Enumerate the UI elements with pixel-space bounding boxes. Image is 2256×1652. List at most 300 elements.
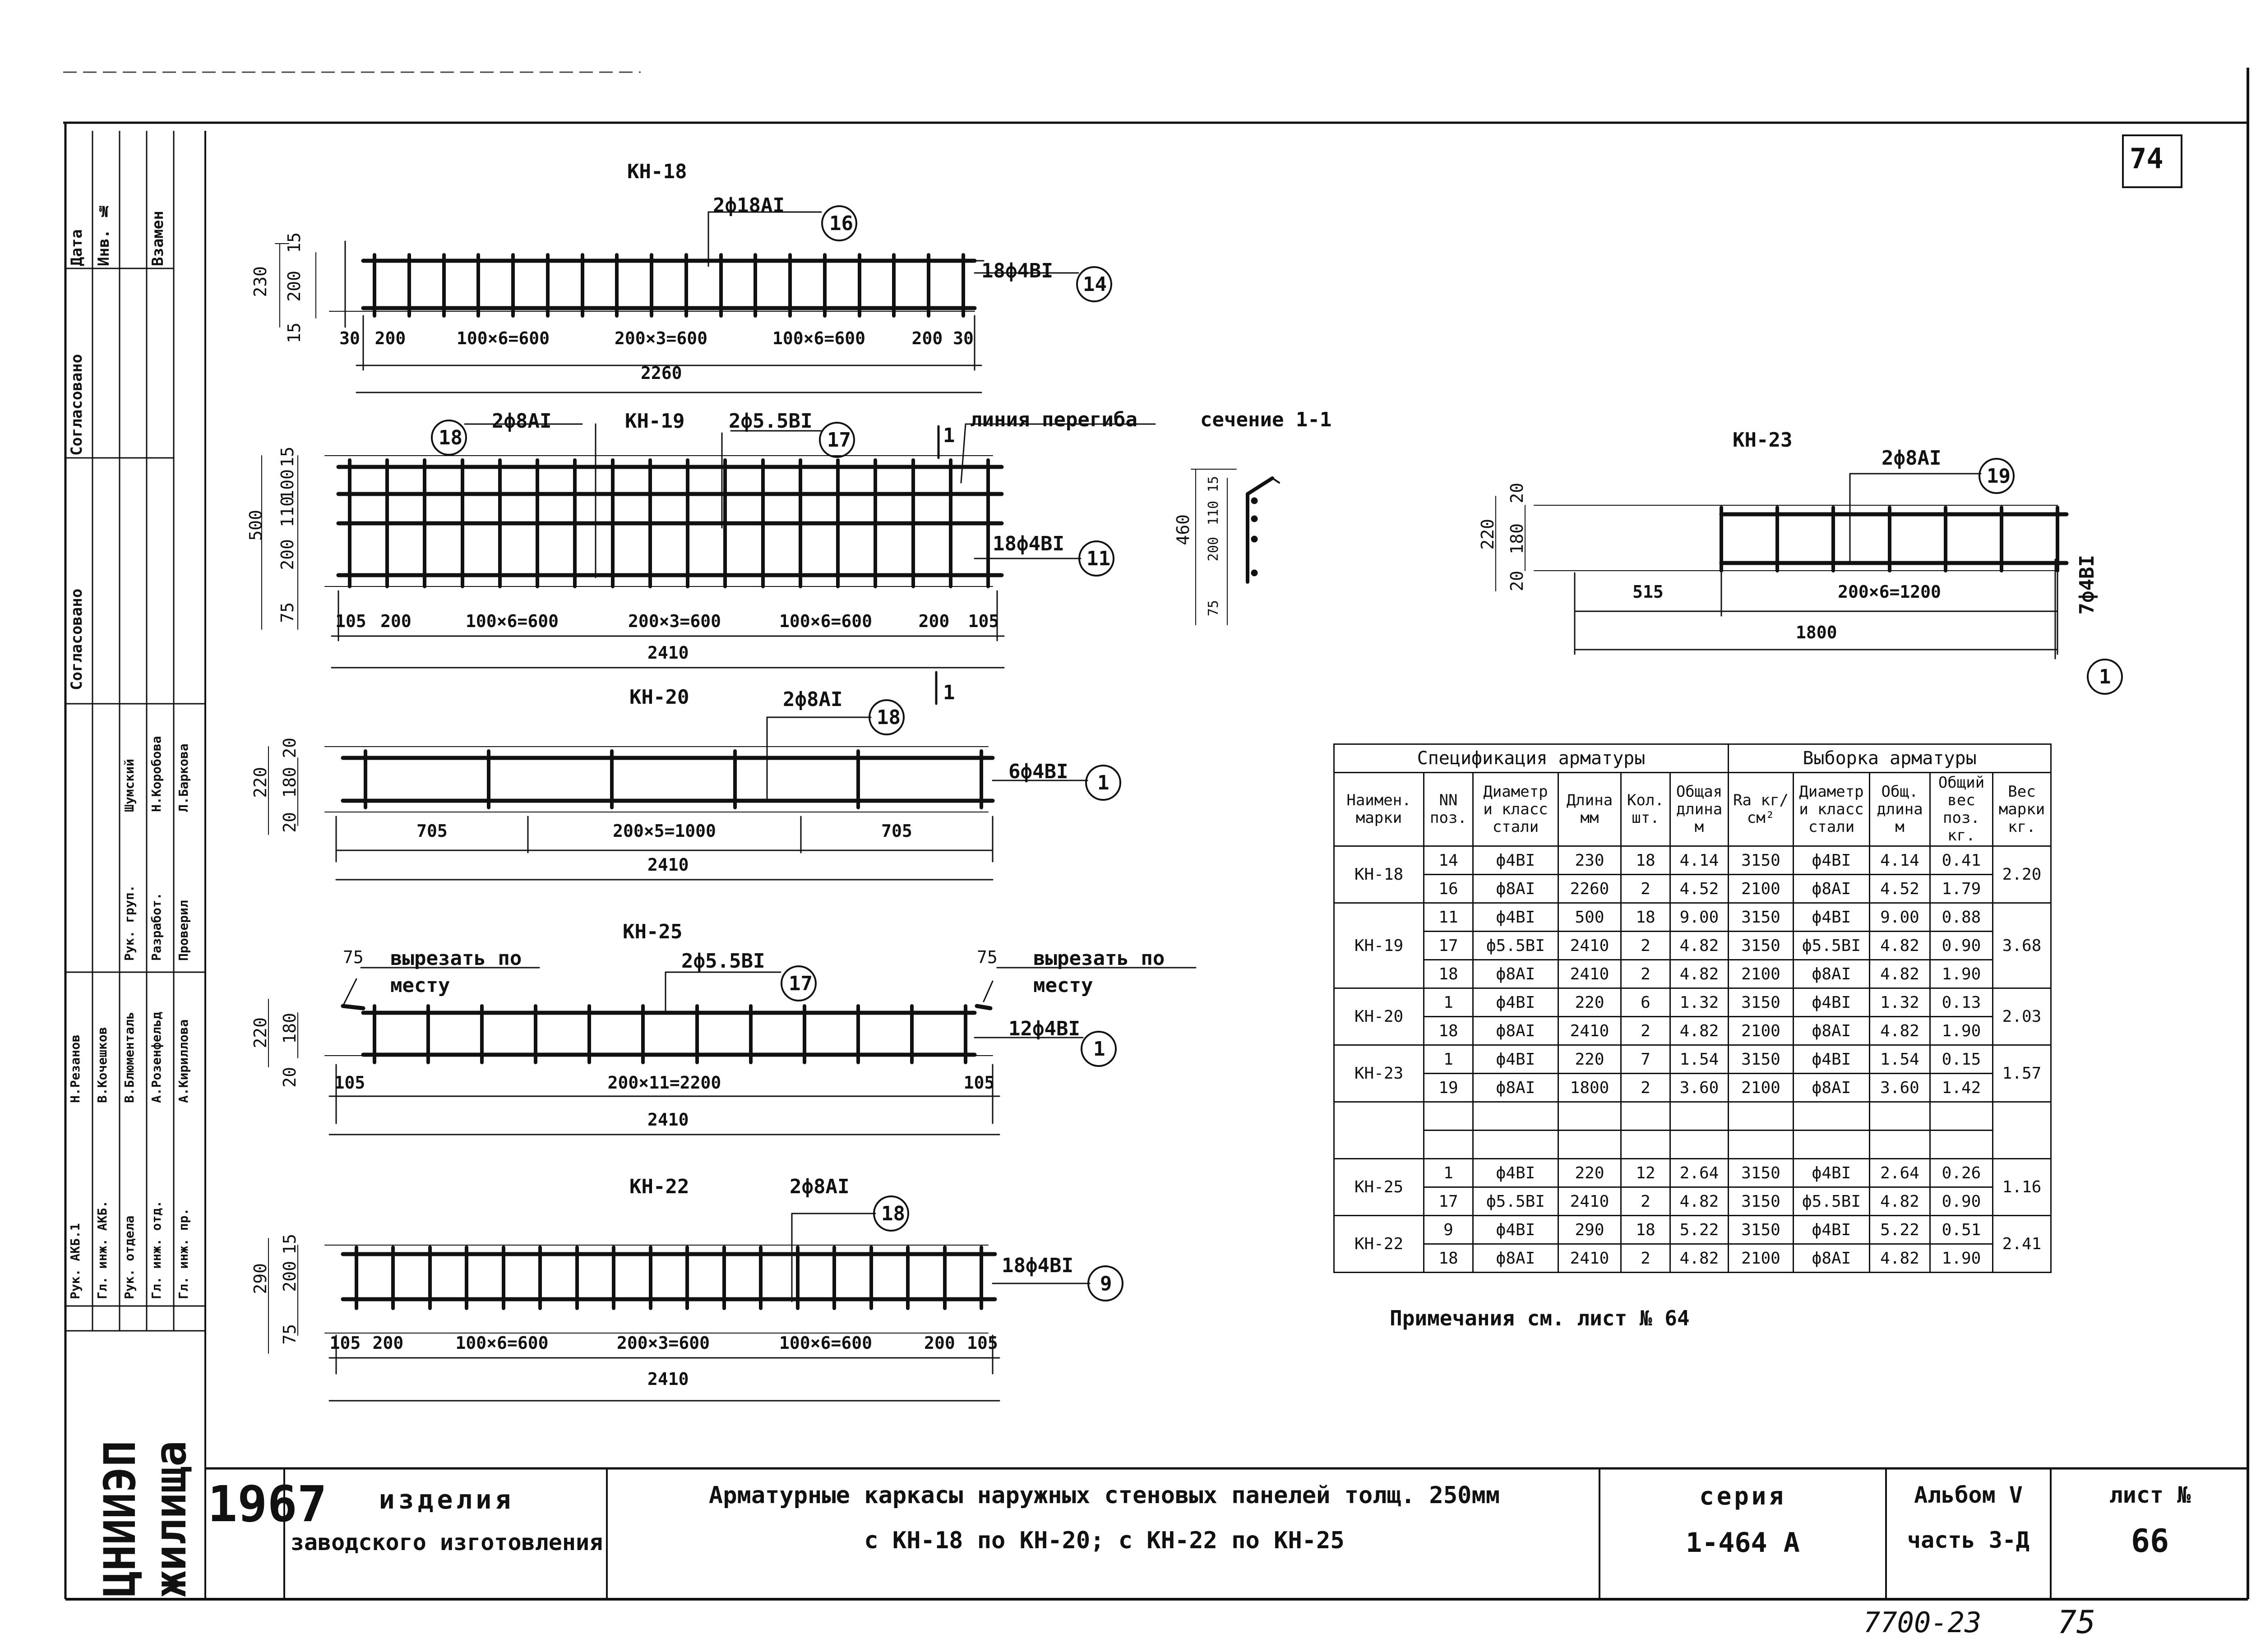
col-header: Кол. шт. (1621, 773, 1670, 846)
col-header: Диаметр и класс стали (1794, 773, 1870, 846)
table-cell: 2260 (1558, 875, 1621, 903)
stamp-role-4: Гл. инж. отд. (149, 1200, 164, 1299)
table-cell: 0.13 (1930, 988, 1993, 1017)
kn25-title: КН-25 (623, 920, 683, 943)
table-cell (1558, 1131, 1621, 1159)
table-cell: 17 (1424, 932, 1473, 960)
table-row (1334, 1159, 2051, 1187)
cage-kn22 (268, 1196, 1123, 1401)
kn23-side-bar: 7ф4ВI (2076, 555, 2099, 615)
table-cell: 4.82 (1670, 932, 1729, 960)
table-cell (1930, 1102, 1993, 1131)
kn19-title: КН-19 (625, 410, 685, 433)
table-row (1334, 846, 2051, 875)
dim: 200 (924, 1333, 955, 1353)
table-cell: ф4ВI (1794, 1159, 1870, 1187)
table-cell: 1.90 (1930, 1244, 1993, 1273)
table-cell (1930, 1131, 1993, 1159)
kn23-title: КН-23 (1733, 429, 1793, 452)
table-cell: 4.82 (1870, 960, 1930, 988)
table-cell: ф4ВI (1473, 1045, 1558, 1074)
table-cell: ф4ВI (1794, 1045, 1870, 1074)
table-cell: 6 (1621, 988, 1670, 1017)
table-cell: 0.90 (1930, 932, 1993, 960)
mark-cell: КН-23 (1334, 1045, 1424, 1102)
table-cell: 4.14 (1870, 846, 1930, 875)
table-cell: 4.82 (1870, 1187, 1930, 1216)
table-cell: ф4ВI (1473, 1216, 1558, 1244)
stamp-name-1: Н.Резанов (68, 1034, 83, 1103)
dim: 200 (374, 328, 406, 348)
table-cell: 1.90 (1930, 1017, 1993, 1045)
kn22-h-total: 290 (250, 1263, 270, 1294)
table-cell: 18 (1424, 960, 1473, 988)
mark-cell: КН-20 (1334, 988, 1424, 1045)
table-cell: ф4ВI (1794, 988, 1870, 1017)
table-cell: 2100 (1729, 1017, 1794, 1045)
table-cell: ф4ВI (1473, 1159, 1558, 1187)
sheet-label: лист № (2109, 1482, 2191, 1508)
mark-cell: КН-22 (1334, 1216, 1424, 1273)
table-cell: 18 (1621, 1216, 1670, 1244)
col-header: Диаметр и класс стали (1473, 773, 1558, 846)
table-cell: 2 (1621, 1244, 1670, 1273)
table-cell: 2410 (1558, 1017, 1621, 1045)
table-cell: 12 (1621, 1159, 1670, 1187)
table-cell: 0.88 (1930, 903, 1993, 932)
dim: 30 (953, 328, 974, 348)
col-header: Общий вес поз. кг. (1930, 773, 1993, 846)
year: 1967 (208, 1475, 327, 1533)
kn22-dim-row (329, 1333, 999, 1360)
table-cell: ф8АI (1794, 1074, 1870, 1102)
kn18-side-pos: 14 (1083, 273, 1107, 296)
selection-header: Выборка арматуры (1729, 744, 2051, 773)
kn18-title: КН-18 (627, 160, 687, 183)
organization-logo: ЦНИИЭП жилища (95, 1440, 196, 1597)
table-cell: 18 (1424, 1017, 1473, 1045)
table-cell: 18 (1621, 846, 1670, 875)
dim: 200×11=2200 (607, 1073, 721, 1093)
table-cell: 3150 (1729, 988, 1794, 1017)
kn23-side-pos: 1 (2099, 665, 2111, 688)
kn22-top-pos: 18 (881, 1202, 905, 1225)
table-cell: 4.82 (1670, 1017, 1729, 1045)
dim: 200×3=600 (615, 328, 707, 348)
table-row (1334, 1045, 2051, 1074)
kn20-dim-row (336, 821, 993, 848)
weight-cell: 2.20 (1993, 846, 2051, 903)
table-cell (1621, 1131, 1670, 1159)
table-cell (1670, 1131, 1729, 1159)
table-cell: 290 (1558, 1216, 1621, 1244)
stamp-name-5: А.Кириллова (176, 1019, 191, 1103)
table-cell: 1.54 (1870, 1045, 1930, 1074)
table-row (1334, 988, 2051, 1017)
drawing-title-line-1: Арматурные каркасы наружных стеновых панелей толщ. 250мм (708, 1482, 1500, 1509)
table-row (1334, 1244, 2051, 1273)
table-cell: 3150 (1729, 846, 1794, 875)
mark-cell: КН-18 (1334, 846, 1424, 903)
dim: 200 (380, 611, 411, 631)
cage-kn23 (1496, 459, 2122, 694)
kn19-h-a: 15 (277, 447, 297, 467)
table-cell: 2100 (1729, 1244, 1794, 1273)
kn23-h-bot: 20 (1507, 571, 1527, 591)
col-header: Наимен. марки (1334, 773, 1424, 846)
table-cell: ф5.5ВI (1473, 1187, 1558, 1216)
col-header: Длина мм (1558, 773, 1621, 846)
kn22-h-bot: 75 (280, 1324, 300, 1345)
table-cell: 1 (1424, 1159, 1473, 1187)
kn19-side-pos: 11 (1086, 547, 1110, 570)
weight-cell: 1.16 (1993, 1159, 2051, 1216)
table-cell: ф4ВI (1794, 846, 1870, 875)
kn19-h-total: 500 (246, 510, 266, 541)
table-cell: ф5.5ВI (1794, 932, 1870, 960)
stamp-name-2: В.Кочешков (95, 1027, 110, 1103)
dim: 200 (918, 611, 950, 631)
table-cell: 7 (1621, 1045, 1670, 1074)
table-cell: ф8АI (1473, 875, 1558, 903)
table-cell: ф4ВI (1473, 846, 1558, 875)
table-row (1334, 903, 2051, 932)
table-row (1334, 1131, 2051, 1159)
mark-cell: КН-25 (1334, 1159, 1424, 1216)
weight-cell: 3.68 (1993, 903, 2051, 988)
kn19-bend-label: линия перегиба (970, 408, 1137, 431)
table-cell (1621, 1102, 1670, 1131)
stamp-role2-3: Проверил (176, 900, 191, 961)
kn20-top-bar: 2ф8АI (783, 688, 843, 711)
weight-cell: 2.03 (1993, 988, 2051, 1045)
table-cell: 1800 (1558, 1074, 1621, 1102)
kn19-h-d: 200 (277, 539, 297, 570)
kn25-cut-dim-right: 75 (977, 947, 998, 967)
series-label: серия (1699, 1482, 1786, 1510)
dim: 30 (339, 328, 360, 348)
kn25-cut-dim-left: 75 (343, 947, 364, 967)
reinforcement-spec-table (1333, 743, 2052, 1273)
dim: 705 (416, 821, 448, 841)
dim: 200×5=1000 (613, 821, 716, 841)
table-cell: ф5.5ВI (1794, 1187, 1870, 1216)
table-cell: 4.82 (1670, 1244, 1729, 1273)
table-cell: 4.52 (1670, 875, 1729, 903)
table-cell: 11 (1424, 903, 1473, 932)
dim: 105 (335, 611, 366, 631)
table-cell: 4.82 (1870, 932, 1930, 960)
table-cell: 2 (1621, 960, 1670, 988)
table-cell: 0.90 (1930, 1187, 1993, 1216)
kn23-total: 1800 (1796, 623, 1837, 642)
dim: 200×6=1200 (1838, 582, 1941, 602)
dim: 100×6=600 (772, 328, 865, 348)
kn19-pos-b: 17 (827, 429, 851, 452)
table-cell: 3150 (1729, 1045, 1794, 1074)
table-cell: 2410 (1558, 1187, 1621, 1216)
album-label: Альбом V (1914, 1482, 2023, 1508)
kn19-bar-a: 2ф8АI (492, 410, 552, 433)
kn20-sec-mark: 1 (943, 681, 955, 704)
dim: 105 (334, 1073, 365, 1093)
table-cell: 220 (1558, 1045, 1621, 1074)
table-cell: 1.79 (1930, 875, 1993, 903)
kn25-dim-row (329, 1073, 999, 1100)
kn20-h-top: 20 (280, 738, 300, 758)
table-cell: 2 (1621, 1017, 1670, 1045)
table-cell: 2 (1621, 1074, 1670, 1102)
stamp-inv-no: Инв. № (95, 202, 113, 266)
dim: 200 (911, 328, 943, 348)
table-cell: 0.41 (1930, 846, 1993, 875)
kn22-h-top: 15 (280, 1234, 300, 1255)
kn19-sec-b: 110 (1206, 501, 1221, 526)
bottom-code: 7700-23 (1863, 1606, 1982, 1639)
kn23-top-bar: 2ф8АI (1882, 447, 1942, 470)
table-cell: 230 (1558, 846, 1621, 875)
table-cell: 2.64 (1870, 1159, 1930, 1187)
table-cell: 1.54 (1670, 1045, 1729, 1074)
table-row (1334, 1074, 2051, 1102)
kn23-h-mid: 180 (1507, 523, 1527, 554)
table-cell (1794, 1102, 1870, 1131)
table-cell: 2100 (1729, 960, 1794, 988)
table-cell: 2 (1621, 1187, 1670, 1216)
spec-table-body (1334, 846, 2051, 1273)
kn18-h-total: 230 (250, 266, 270, 297)
table-cell: 16 (1424, 875, 1473, 903)
table-row (1334, 960, 2051, 988)
kn25-cut-left: вырезать по месту (390, 947, 522, 997)
table-cell: ф8АI (1794, 1244, 1870, 1273)
kn18-h-mid: 200 (284, 271, 304, 302)
table-cell: 500 (1558, 903, 1621, 932)
kn20-title: КН-20 (629, 686, 689, 709)
kn19-sec-a: 15 (1206, 476, 1221, 493)
dim: 515 (1632, 582, 1664, 602)
kn25-h-total: 220 (250, 1017, 270, 1048)
table-cell (1729, 1131, 1794, 1159)
kn18-total: 2260 (641, 363, 682, 383)
weight-cell (1993, 1102, 2051, 1159)
table-cell: 0.15 (1930, 1045, 1993, 1074)
kn19-side-bar: 18ф4ВI (993, 532, 1064, 555)
table-cell: ф4ВI (1473, 988, 1558, 1017)
col-header: Общ. длина м (1870, 773, 1930, 846)
product-line-1: изделия (379, 1484, 515, 1515)
kn20-h-total: 220 (250, 767, 270, 798)
table-cell: ф8АI (1794, 1017, 1870, 1045)
table-cell: 3150 (1729, 1187, 1794, 1216)
stamp-name-4: А.Розенфельд (149, 1011, 164, 1103)
table-cell: 3150 (1729, 903, 1794, 932)
table-row (1334, 932, 2051, 960)
col-header: NN поз. (1424, 773, 1473, 846)
kn23-h-total: 220 (1478, 519, 1498, 550)
kn22-total: 2410 (647, 1369, 689, 1389)
dim: 200×3=600 (617, 1333, 710, 1353)
kn20-top-pos: 18 (877, 706, 901, 729)
table-cell: 2410 (1558, 1244, 1621, 1273)
table-cell: ф4ВI (1794, 1216, 1870, 1244)
table-cell: 14 (1424, 846, 1473, 875)
kn20-side-bar: 6ф4ВI (1008, 760, 1068, 783)
dim: 705 (881, 821, 912, 841)
stamp-name2-2: Шумский (122, 758, 137, 812)
table-cell: 9 (1424, 1216, 1473, 1244)
stamp-role2-1: Рук. груп. (122, 885, 137, 961)
kn18-top-pos: 16 (829, 212, 853, 235)
stamp-role-2: Гл. инж. АКБ. (95, 1200, 110, 1299)
sheet-number-top: 74 (2130, 142, 2164, 175)
table-cell: 19 (1424, 1074, 1473, 1102)
table-cell: 4.82 (1870, 1244, 1930, 1273)
table-cell: 220 (1558, 988, 1621, 1017)
kn20-h-bot: 20 (280, 812, 300, 833)
kn25-top-bar: 2ф5.5ВI (681, 950, 765, 973)
table-cell: 4.82 (1870, 1017, 1930, 1045)
sheet-number: 66 (2131, 1523, 2169, 1560)
table-cell (1870, 1102, 1930, 1131)
kn25-top-pos: 17 (789, 972, 813, 995)
table-cell: 9.00 (1870, 903, 1930, 932)
series-number: 1-464 А (1686, 1527, 1800, 1559)
weight-cell: 2.41 (1993, 1216, 2051, 1273)
stamp-role-3: Рук. отдела (122, 1215, 137, 1299)
kn18-top-bar: 2ф18АI (713, 194, 785, 217)
stamp-agreed-1: Согласовано (68, 354, 86, 456)
table-cell: 18 (1621, 903, 1670, 932)
kn19-pos-a: 18 (439, 426, 462, 449)
table-cell (1558, 1102, 1621, 1131)
part-label: часть 3-Д (1907, 1527, 2029, 1553)
kn18-h-bot: 15 (284, 323, 304, 343)
col-header: Вес марки кг. (1993, 773, 2051, 846)
table-cell: 2100 (1729, 875, 1794, 903)
kn19-section-label: сечение 1-1 (1200, 408, 1332, 431)
cage-kn18 (275, 206, 1111, 392)
kn25-total: 2410 (647, 1110, 689, 1130)
table-cell: ф8АI (1473, 1074, 1558, 1102)
kn22-h-mid: 200 (280, 1261, 300, 1292)
stamp-name2-1: Н.Коробова (149, 736, 164, 812)
dim: 200 (372, 1333, 404, 1353)
kn19-sec-d: 75 (1206, 600, 1221, 617)
weight-cell: 1.57 (1993, 1045, 2051, 1102)
kn25-cut-right: вырезать по месту (1033, 947, 1165, 997)
table-cell: 3150 (1729, 932, 1794, 960)
col-header: Общая длина м (1670, 773, 1729, 846)
stamp-name-3: В.Блюменталь (122, 1011, 137, 1103)
table-note: Примечания см. лист № 64 (1390, 1306, 1690, 1330)
table-cell (1670, 1102, 1729, 1131)
table-cell: 0.51 (1930, 1216, 1993, 1244)
kn19-sec-mark: 1 (943, 424, 955, 447)
table-cell: 2410 (1558, 960, 1621, 988)
kn22-top-bar: 2ф8АI (790, 1175, 850, 1198)
table-cell (1424, 1102, 1473, 1131)
table-row (1334, 1017, 2051, 1045)
table-cell: 3.60 (1670, 1074, 1729, 1102)
kn19-h-e: 75 (277, 602, 297, 623)
table-cell: 2.64 (1670, 1159, 1729, 1187)
product-line-2: заводского изготовления (290, 1529, 603, 1555)
dim: 105 (963, 1073, 995, 1093)
table-row (1334, 1216, 2051, 1244)
table-cell: 3150 (1729, 1216, 1794, 1244)
stamp-replace: Взамен (149, 211, 167, 266)
cage-kn20 (268, 672, 1120, 880)
kn19-h-b: 100 (277, 469, 297, 500)
dim: 105 (968, 611, 999, 631)
dim: 200×3=600 (628, 611, 721, 631)
table-cell: 18 (1424, 1244, 1473, 1273)
table-cell: 1.32 (1670, 988, 1729, 1017)
kn18-dim-row (336, 328, 986, 355)
table-cell (1794, 1131, 1870, 1159)
stamp-role-1: Рук. АКБ.1 (68, 1223, 83, 1299)
stamp-role-5: Гл. инж. пр. (176, 1208, 191, 1299)
table-cell: 4.14 (1670, 846, 1729, 875)
kn22-side-bar: 18ф4ВI (1002, 1254, 1073, 1277)
table-cell: 2 (1621, 875, 1670, 903)
kn18-h-top: 15 (284, 232, 304, 253)
kn19-total: 2410 (647, 643, 689, 663)
dim: 100×6=600 (466, 611, 559, 631)
kn20-total: 2410 (647, 855, 689, 875)
kn23-h-top: 20 (1507, 483, 1527, 503)
table-cell (1473, 1102, 1558, 1131)
table-cell: 220 (1558, 1159, 1621, 1187)
table-cell: 1.42 (1930, 1074, 1993, 1102)
table-cell (1473, 1131, 1558, 1159)
kn19-dim-row (332, 611, 1004, 638)
table-row (1334, 1102, 2051, 1131)
stamp-role2-2: Разработ. (149, 892, 164, 961)
dim: 100×6=600 (455, 1333, 549, 1353)
table-cell: 1.32 (1870, 988, 1930, 1017)
kn25-side-bar: 12ф4ВI (1008, 1017, 1080, 1040)
table-row (1334, 1187, 2051, 1216)
stamp-agreed-2: Согласовано (68, 588, 86, 690)
kn25-h-mid: 180 (280, 1013, 300, 1044)
kn19-bar-b: 2ф5.5ВI (729, 410, 813, 433)
table-cell: ф8АI (1794, 875, 1870, 903)
dim: 105 (967, 1333, 998, 1353)
table-cell: 1 (1424, 988, 1473, 1017)
table-cell: ф5.5ВI (1473, 932, 1558, 960)
table-cell: 3.60 (1870, 1074, 1930, 1102)
mark-cell (1334, 1102, 1424, 1159)
table-cell (1870, 1131, 1930, 1159)
kn18-side-bar: 18ф4ВI (981, 259, 1053, 282)
table-cell (1424, 1131, 1473, 1159)
table-cell: ф4ВI (1473, 903, 1558, 932)
dim: 100×6=600 (779, 611, 872, 631)
table-cell: 17 (1424, 1187, 1473, 1216)
table-cell: ф8АI (1473, 1244, 1558, 1273)
bottom-number: 75 (2057, 1604, 2096, 1641)
table-cell: ф4ВI (1794, 903, 1870, 932)
kn19-sec-h: 460 (1173, 514, 1193, 545)
dim: 105 (329, 1333, 361, 1353)
table-cell: 9.00 (1670, 903, 1729, 932)
kn20-side-pos: 1 (1097, 771, 1110, 794)
table-cell: 5.22 (1670, 1216, 1729, 1244)
stamp-name2-3: Л.Баркова (176, 743, 191, 812)
kn20-h-mid: 180 (280, 767, 300, 798)
